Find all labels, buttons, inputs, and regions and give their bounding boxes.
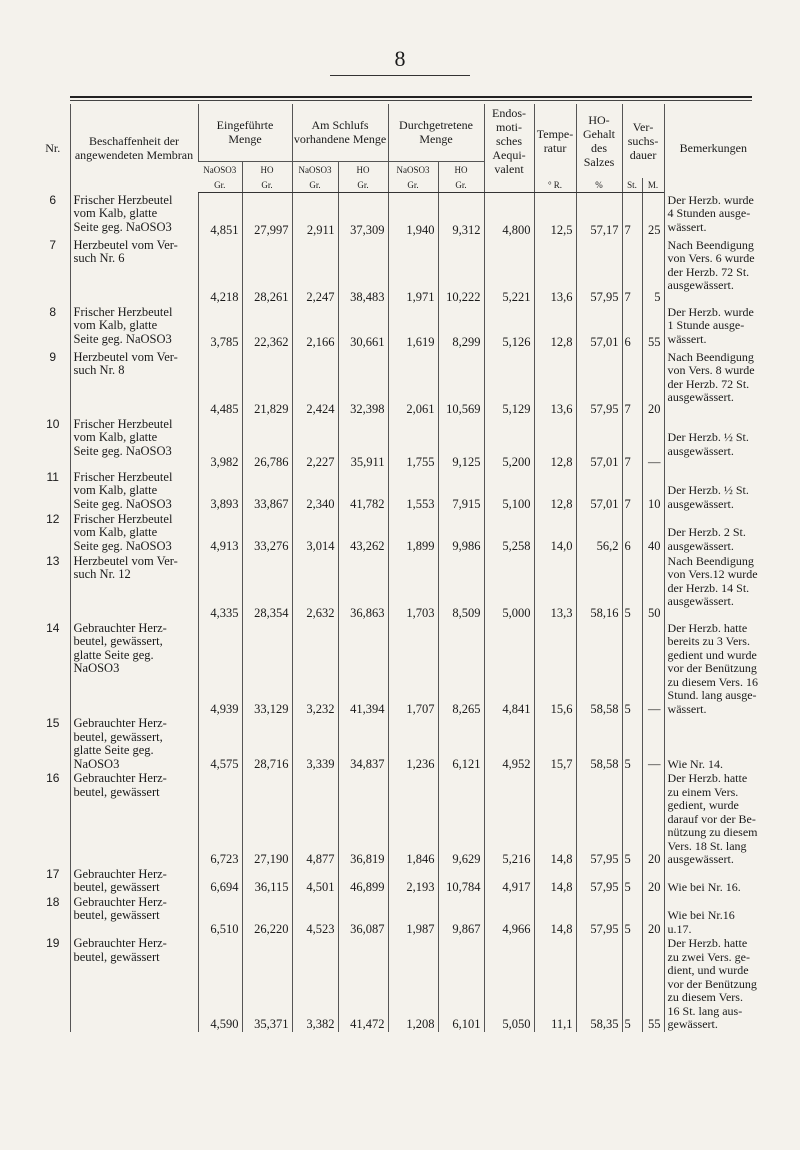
unit-gr: Gr. (292, 178, 338, 193)
cell-bemerkung: Nach Beendigung von Vers. 8 wurde der Herzb. 72 St. ausgewässert. (664, 350, 762, 417)
cell-ho-gehalt: 57,95 (576, 771, 622, 867)
cell-durchgetreten-ho: 9,986 (438, 512, 484, 554)
row-membran: Gebrauchter Herz- beutel, gewässert (70, 867, 198, 895)
row-membran: Gebrauchter Herz- beutel, gewässert (70, 936, 198, 1032)
cell-durchgetreten-naoso3: 1,619 (388, 305, 438, 350)
cell-schluss-naoso3: 2,340 (292, 470, 338, 512)
sub-header-ho: HO (338, 161, 388, 178)
cell-endosmotisches-aequivalent: 5,050 (484, 936, 534, 1032)
cell-temperatur: 14,8 (534, 867, 576, 895)
row-membran: Frischer Herzbeutel vom Kalb, glatte Seite geg. NaOSO3 (70, 193, 198, 238)
row-nr: 9 (49, 349, 57, 364)
unit-gr: Gr. (438, 178, 484, 193)
cell-eingefuehrt-naoso3: 4,335 (198, 554, 242, 621)
cell-endosmotisches-aequivalent: 5,216 (484, 771, 534, 867)
cell-eingefuehrt-ho: 26,220 (242, 895, 292, 937)
cell-durchgetreten-naoso3: 1,755 (388, 417, 438, 470)
table-row (36, 895, 762, 937)
header-temperatur: Temperatur (534, 104, 576, 178)
cell-ho-gehalt: 58,35 (576, 936, 622, 1032)
cell-schluss-ho: 36,819 (338, 771, 388, 867)
cell-dauer-minuten: 20 (642, 350, 664, 417)
row-membran: Frischer Herzbeutel vom Kalb, glatte Seite geg. NaOSO3 (70, 305, 198, 350)
unit-gr: Gr. (338, 178, 388, 193)
cell-ho-gehalt: 57,95 (576, 867, 622, 895)
cell-durchgetreten-naoso3: 1,846 (388, 771, 438, 867)
cell-temperatur: 13,6 (534, 350, 576, 417)
sub-header-naoso3: NaOSO3 (388, 161, 438, 178)
cell-dauer-stunden: 7 (622, 350, 642, 417)
cell-eingefuehrt-ho: 33,867 (242, 470, 292, 512)
cell-durchgetreten-ho: 8,299 (438, 305, 484, 350)
row-nr: 16 (46, 771, 60, 785)
cell-dauer-minuten: 5 (642, 238, 664, 305)
cell-dauer-minuten: 20 (642, 771, 664, 867)
cell-schluss-naoso3: 2,911 (292, 193, 338, 238)
cell-eingefuehrt-ho: 36,115 (242, 867, 292, 895)
cell-eingefuehrt-naoso3: 6,723 (198, 771, 242, 867)
cell-schluss-naoso3: 2,227 (292, 417, 338, 470)
top-rule (70, 96, 752, 98)
cell-schluss-ho: 43,262 (338, 512, 388, 554)
unit-gr: Gr. (242, 178, 292, 193)
cell-bemerkung: Der Herzb. ½ St. ausgewässert. (664, 417, 762, 470)
cell-eingefuehrt-naoso3: 4,913 (198, 512, 242, 554)
row-nr: 12 (46, 511, 60, 526)
experiment-table (36, 104, 762, 1032)
cell-eingefuehrt-naoso3: 4,575 (198, 716, 242, 771)
cell-durchgetreten-ho: 7,915 (438, 470, 484, 512)
cell-bemerkung: Der Herzb. hatte zu einem Vers. gedient, wurde darauf vor der Be- nützung zu diesem Vers. 18 St. lang ausgewässert. (664, 771, 762, 867)
row-membran: Herzbeutel vom Ver- such Nr. 8 (70, 350, 198, 417)
cell-eingefuehrt-naoso3: 4,485 (198, 350, 242, 417)
cell-endosmotisches-aequivalent: 5,258 (484, 512, 534, 554)
cell-temperatur: 13,3 (534, 554, 576, 621)
table-row (36, 554, 762, 621)
sub-header-ho: HO (242, 161, 292, 178)
cell-durchgetreten-naoso3: 1,236 (388, 716, 438, 771)
cell-dauer-stunden: 5 (622, 936, 642, 1032)
header-versuchsdauer: Versuchsdauer (622, 104, 664, 178)
table-row (36, 771, 762, 867)
cell-durchgetreten-ho: 9,125 (438, 417, 484, 470)
row-membran: Frischer Herzbeutel vom Kalb, glatte Seite geg. NaOSO3 (70, 470, 198, 512)
cell-bemerkung: Nach Beendigung von Vers.12 wurde der Herzb. 14 St. ausgewässert. (664, 554, 762, 621)
table-row (36, 716, 762, 771)
cell-schluss-naoso3: 3,339 (292, 716, 338, 771)
table-header (36, 104, 762, 193)
cell-eingefuehrt-ho: 33,276 (242, 512, 292, 554)
row-membran: Herzbeutel vom Ver- such Nr. 6 (70, 238, 198, 305)
cell-dauer-stunden: 7 (622, 417, 642, 470)
cell-endosmotisches-aequivalent: 5,100 (484, 470, 534, 512)
cell-durchgetreten-ho: 9,312 (438, 193, 484, 238)
cell-schluss-naoso3: 4,877 (292, 771, 338, 867)
cell-ho-gehalt: 57,01 (576, 417, 622, 470)
unit-m: M. (642, 178, 664, 193)
cell-eingefuehrt-naoso3: 4,939 (198, 621, 242, 717)
cell-temperatur: 12,8 (534, 470, 576, 512)
cell-bemerkung: Wie bei Nr.16 u.17. (664, 895, 762, 937)
header-durchgetretene-menge: Durchgetretene Menge (388, 104, 484, 161)
unit-percent: % (576, 178, 622, 193)
cell-bemerkung: Der Herzb. hatte bereits zu 3 Vers. gedient und wurde vor der Benützung zu diesem Vers. 16 Stund. lang ausge- wässert. (664, 621, 762, 717)
cell-dauer-minuten: 55 (642, 936, 664, 1032)
table-row (36, 305, 762, 350)
cell-dauer-stunden: 7 (622, 238, 642, 305)
cell-ho-gehalt: 57,01 (576, 470, 622, 512)
cell-eingefuehrt-naoso3: 3,785 (198, 305, 242, 350)
cell-eingefuehrt-ho: 33,129 (242, 621, 292, 717)
cell-dauer-minuten: 25 (642, 193, 664, 238)
cell-bemerkung: Der Herzb. ½ St. ausgewässert. (664, 470, 762, 512)
header-eingefuehrte-menge: Eingeführte Menge (198, 104, 292, 161)
cell-endosmotisches-aequivalent: 5,129 (484, 350, 534, 417)
header-ho-gehalt: HO-Gehalt des Salzes (576, 104, 622, 178)
cell-schluss-ho: 32,398 (338, 350, 388, 417)
cell-bemerkung: Wie Nr. 14. (664, 716, 762, 771)
cell-dauer-stunden: 7 (622, 193, 642, 238)
cell-schluss-ho: 36,863 (338, 554, 388, 621)
cell-eingefuehrt-ho: 22,362 (242, 305, 292, 350)
cell-eingefuehrt-ho: 26,786 (242, 417, 292, 470)
cell-ho-gehalt: 57,95 (576, 350, 622, 417)
cell-durchgetreten-naoso3: 1,899 (388, 512, 438, 554)
cell-eingefuehrt-naoso3: 3,982 (198, 417, 242, 470)
unit-blank (484, 178, 534, 193)
cell-schluss-ho: 36,087 (338, 895, 388, 937)
header-beschaffenheit: Beschaffenheit der angewendeten Membran (70, 104, 198, 193)
cell-temperatur: 15,6 (534, 621, 576, 717)
cell-eingefuehrt-naoso3: 4,590 (198, 936, 242, 1032)
cell-bemerkung: Nach Beendigung von Vers. 6 wurde der Herzb. 72 St. ausgewässert. (664, 238, 762, 305)
table-row (36, 621, 762, 717)
cell-bemerkung: Der Herzb. wurde 1 Stunde ausge- wässert. (664, 305, 762, 350)
page-number-rule (330, 75, 470, 76)
cell-ho-gehalt: 58,58 (576, 716, 622, 771)
table-row (36, 350, 762, 417)
row-nr: 17 (46, 866, 60, 881)
cell-ho-gehalt: 56,2 (576, 512, 622, 554)
cell-schluss-ho: 35,911 (338, 417, 388, 470)
cell-temperatur: 12,5 (534, 193, 576, 238)
cell-endosmotisches-aequivalent: 4,917 (484, 867, 534, 895)
cell-temperatur: 15,7 (534, 716, 576, 771)
cell-dauer-minuten: — (642, 716, 664, 771)
page-number: 8 (394, 46, 406, 71)
cell-schluss-naoso3: 2,632 (292, 554, 338, 621)
table-row (36, 512, 762, 554)
cell-endosmotisches-aequivalent: 4,841 (484, 621, 534, 717)
sub-header-ho: HO (438, 161, 484, 178)
cell-schluss-naoso3: 2,424 (292, 350, 338, 417)
cell-eingefuehrt-ho: 27,997 (242, 193, 292, 238)
cell-durchgetreten-naoso3: 2,061 (388, 350, 438, 417)
row-membran: Frischer Herzbeutel vom Kalb, glatte Seite geg. NaOSO3 (70, 512, 198, 554)
unit-temp: ° R. (534, 178, 576, 193)
header-nr: Nr. (45, 141, 61, 156)
sub-header-naoso3: NaOSO3 (292, 161, 338, 178)
header-schluss-menge: Am Schlufs vorhandene Menge (292, 104, 388, 161)
cell-dauer-minuten: — (642, 621, 664, 717)
cell-durchgetreten-ho: 8,265 (438, 621, 484, 717)
cell-dauer-minuten: 10 (642, 470, 664, 512)
cell-durchgetreten-ho: 6,121 (438, 716, 484, 771)
cell-durchgetreten-ho: 6,101 (438, 936, 484, 1032)
table-row (36, 238, 762, 305)
cell-schluss-ho: 41,782 (338, 470, 388, 512)
row-membran: Gebrauchter Herz- beutel, gewässert (70, 771, 198, 867)
table-row (36, 936, 762, 1032)
cell-endosmotisches-aequivalent: 5,221 (484, 238, 534, 305)
cell-eingefuehrt-ho: 28,716 (242, 716, 292, 771)
row-membran: Gebrauchter Herz- beutel, gewässert, glatte Seite geg. NaOSO3 (70, 716, 198, 771)
cell-durchgetreten-ho: 10,784 (438, 867, 484, 895)
row-nr: 11 (46, 469, 59, 484)
cell-schluss-ho: 41,394 (338, 621, 388, 717)
row-membran: Herzbeutel vom Ver- such Nr. 12 (70, 554, 198, 621)
sub-header-naoso3: NaOSO3 (198, 161, 242, 178)
table-row (36, 867, 762, 895)
cell-endosmotisches-aequivalent: 4,966 (484, 895, 534, 937)
row-nr: 19 (46, 936, 60, 950)
cell-ho-gehalt: 57,17 (576, 193, 622, 238)
row-nr: 14 (46, 620, 60, 635)
unit-gr: Gr. (388, 178, 438, 193)
table-row (36, 193, 762, 238)
unit-st: St. (622, 178, 642, 193)
cell-dauer-stunden: 7 (622, 470, 642, 512)
cell-dauer-stunden: 5 (622, 554, 642, 621)
cell-durchgetreten-naoso3: 1,971 (388, 238, 438, 305)
cell-ho-gehalt: 57,95 (576, 238, 622, 305)
cell-ho-gehalt: 57,95 (576, 895, 622, 937)
cell-bemerkung: Der Herzb. 2 St. ausgewässert. (664, 512, 762, 554)
cell-dauer-stunden: 5 (622, 771, 642, 867)
cell-durchgetreten-ho: 8,509 (438, 554, 484, 621)
cell-temperatur: 14,0 (534, 512, 576, 554)
cell-schluss-ho: 34,837 (338, 716, 388, 771)
cell-ho-gehalt: 58,16 (576, 554, 622, 621)
cell-durchgetreten-naoso3: 1,208 (388, 936, 438, 1032)
cell-dauer-stunden: 5 (622, 895, 642, 937)
cell-bemerkung: Der Herzb. hatte zu zwei Vers. ge- dient, und wurde vor der Benützung zu diesem Vers. 16 St. lang aus- gewässert. (664, 936, 762, 1032)
cell-eingefuehrt-ho: 27,190 (242, 771, 292, 867)
cell-temperatur: 14,8 (534, 771, 576, 867)
cell-durchgetreten-naoso3: 1,553 (388, 470, 438, 512)
row-nr: 18 (46, 894, 60, 909)
header-bemerkungen: Bemerkungen (664, 104, 762, 193)
table-row (36, 417, 762, 470)
cell-eingefuehrt-ho: 28,354 (242, 554, 292, 621)
cell-durchgetreten-ho: 10,569 (438, 350, 484, 417)
cell-dauer-stunden: 6 (622, 512, 642, 554)
row-nr: 10 (46, 416, 60, 431)
cell-schluss-naoso3: 4,501 (292, 867, 338, 895)
cell-endosmotisches-aequivalent: 4,800 (484, 193, 534, 238)
cell-schluss-naoso3: 2,166 (292, 305, 338, 350)
header-endosmotisches-aequivalent: Endosmotisches Aequivalent (484, 104, 534, 178)
cell-eingefuehrt-naoso3: 6,694 (198, 867, 242, 895)
cell-dauer-stunden: 5 (622, 867, 642, 895)
cell-dauer-minuten: 50 (642, 554, 664, 621)
cell-dauer-minuten: 20 (642, 895, 664, 937)
cell-durchgetreten-ho: 10,222 (438, 238, 484, 305)
table-row (36, 470, 762, 512)
row-nr: 13 (46, 553, 60, 568)
cell-schluss-naoso3: 2,247 (292, 238, 338, 305)
row-nr: 15 (46, 716, 60, 730)
cell-eingefuehrt-ho: 35,371 (242, 936, 292, 1032)
cell-eingefuehrt-ho: 21,829 (242, 350, 292, 417)
cell-temperatur: 13,6 (534, 238, 576, 305)
table-body (36, 193, 762, 1032)
cell-dauer-minuten: — (642, 417, 664, 470)
cell-temperatur: 12,8 (534, 305, 576, 350)
cell-temperatur: 12,8 (534, 417, 576, 470)
cell-dauer-stunden: 6 (622, 305, 642, 350)
cell-eingefuehrt-naoso3: 3,893 (198, 470, 242, 512)
cell-schluss-naoso3: 3,382 (292, 936, 338, 1032)
cell-eingefuehrt-ho: 28,261 (242, 238, 292, 305)
cell-schluss-ho: 46,899 (338, 867, 388, 895)
cell-schluss-naoso3: 3,014 (292, 512, 338, 554)
cell-durchgetreten-naoso3: 1,703 (388, 554, 438, 621)
cell-schluss-ho: 37,309 (338, 193, 388, 238)
cell-eingefuehrt-naoso3: 4,218 (198, 238, 242, 305)
unit-gr: Gr. (198, 178, 242, 193)
row-nr: 7 (49, 237, 57, 252)
cell-eingefuehrt-naoso3: 4,851 (198, 193, 242, 238)
cell-durchgetreten-naoso3: 1,940 (388, 193, 438, 238)
cell-dauer-minuten: 55 (642, 305, 664, 350)
cell-dauer-minuten: 20 (642, 867, 664, 895)
cell-ho-gehalt: 57,01 (576, 305, 622, 350)
row-membran: Frischer Herzbeutel vom Kalb, glatte Seite geg. NaOSO3 (70, 417, 198, 470)
cell-endosmotisches-aequivalent: 5,200 (484, 417, 534, 470)
cell-schluss-ho: 30,661 (338, 305, 388, 350)
cell-schluss-ho: 41,472 (338, 936, 388, 1032)
cell-bemerkung: Wie bei Nr. 16. (664, 867, 762, 895)
cell-temperatur: 11,1 (534, 936, 576, 1032)
row-membran: Gebrauchter Herz- beutel, gewässert, glatte Seite geg. NaOSO3 (70, 621, 198, 717)
cell-schluss-naoso3: 4,523 (292, 895, 338, 937)
top-rule-thin (70, 100, 752, 101)
cell-durchgetreten-ho: 9,629 (438, 771, 484, 867)
cell-durchgetreten-naoso3: 2,193 (388, 867, 438, 895)
cell-schluss-naoso3: 3,232 (292, 621, 338, 717)
cell-dauer-minuten: 40 (642, 512, 664, 554)
cell-schluss-ho: 38,483 (338, 238, 388, 305)
cell-temperatur: 14,8 (534, 895, 576, 937)
cell-dauer-stunden: 5 (622, 621, 642, 717)
cell-endosmotisches-aequivalent: 5,000 (484, 554, 534, 621)
cell-endosmotisches-aequivalent: 5,126 (484, 305, 534, 350)
row-nr: 6 (49, 192, 57, 207)
cell-ho-gehalt: 58,58 (576, 621, 622, 717)
cell-durchgetreten-ho: 9,867 (438, 895, 484, 937)
cell-bemerkung: Der Herzb. wurde 4 Stunden ausge- wässert. (664, 193, 762, 238)
cell-dauer-stunden: 5 (622, 716, 642, 771)
cell-durchgetreten-naoso3: 1,987 (388, 895, 438, 937)
cell-durchgetreten-naoso3: 1,707 (388, 621, 438, 717)
row-membran: Gebrauchter Herz- beutel, gewässert (70, 895, 198, 937)
cell-eingefuehrt-naoso3: 6,510 (198, 895, 242, 937)
row-nr: 8 (49, 304, 57, 319)
cell-endosmotisches-aequivalent: 4,952 (484, 716, 534, 771)
